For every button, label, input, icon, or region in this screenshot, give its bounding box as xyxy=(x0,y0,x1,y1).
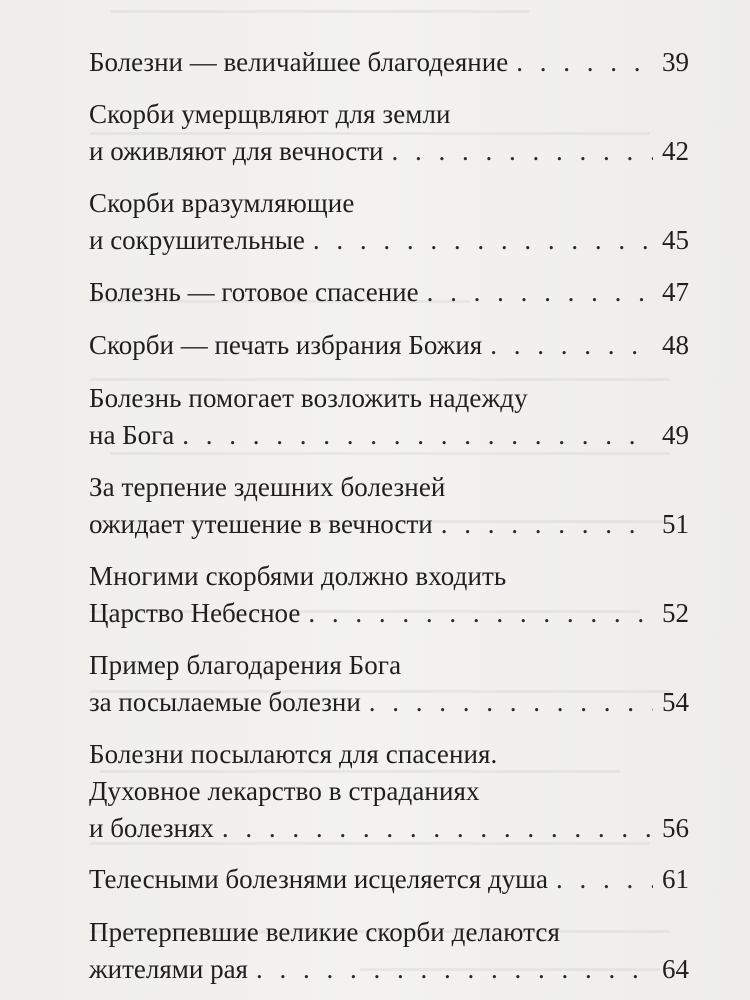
toc-entry-title: Многими скорбями должно входить xyxy=(89,561,507,591)
leader-dots xyxy=(256,951,653,988)
toc-entry-page: 45 xyxy=(662,225,689,255)
toc-entry-last-line xyxy=(89,327,689,364)
toc-entry-last-line xyxy=(89,506,689,543)
toc-entry xyxy=(89,44,689,81)
toc-entry-last-line xyxy=(89,44,689,81)
toc-entry xyxy=(89,380,689,454)
toc-entry-page: 39 xyxy=(662,47,689,77)
toc-entry-page: 54 xyxy=(662,687,689,717)
toc-entry-title: Болезни посылаются для спасения. xyxy=(89,739,498,769)
leader-dots xyxy=(222,810,653,847)
toc-entry-title: Претерпевшие великие скорби делаются xyxy=(89,917,561,947)
toc-entry xyxy=(89,861,689,898)
toc-entry-page: 42 xyxy=(662,136,689,166)
toc-entry-page: 52 xyxy=(662,598,689,628)
toc-entry-page: 49 xyxy=(662,420,689,450)
leader-dots xyxy=(369,684,653,721)
leader-dots xyxy=(392,133,654,170)
toc-entry xyxy=(89,469,689,543)
leader-dots xyxy=(427,274,653,311)
toc-entry-title: Скорби — печать избрания Божия xyxy=(89,330,483,360)
toc-entry-last-line xyxy=(89,417,689,454)
toc-entry-page: 56 xyxy=(662,813,689,843)
toc-entry-title: и оживляют для вечности xyxy=(89,136,384,166)
toc-entry-title: Скорби умерщвляют для земли xyxy=(89,99,451,129)
toc-entry-title: и болезнях xyxy=(89,813,214,843)
toc-entry-title: Болезнь — готовое спасение xyxy=(89,277,419,307)
toc-entry-last-line xyxy=(89,222,689,259)
toc-entry-title: Пример благодарения Бога xyxy=(89,650,402,680)
toc-entry-title: и сокрушительные xyxy=(89,225,305,255)
toc-entry xyxy=(89,327,689,364)
leader-dots xyxy=(441,506,653,543)
toc-entry-title: на Бога xyxy=(89,420,175,450)
leader-dots xyxy=(182,417,653,454)
leader-dots xyxy=(308,595,653,632)
leader-dots xyxy=(516,44,653,81)
leader-dots xyxy=(490,327,653,364)
toc-entry-page: 61 xyxy=(662,864,689,894)
toc-entry-page: 64 xyxy=(662,954,689,984)
toc-entry xyxy=(89,647,689,721)
toc-entry-last-line xyxy=(89,861,689,898)
table-of-contents xyxy=(89,44,689,988)
toc-entry-last-line xyxy=(89,684,689,721)
toc-entry xyxy=(89,736,689,847)
toc-entry-title: жителями рая xyxy=(89,954,248,984)
toc-entry-title: ожидает утешение в вечности xyxy=(89,509,433,539)
toc-entry xyxy=(89,558,689,632)
toc-entry-page: 48 xyxy=(662,330,689,360)
toc-entry-page: 47 xyxy=(662,277,689,307)
toc-entry-title: Телесными болезнями исцеляется душа xyxy=(89,864,548,894)
toc-entry-last-line xyxy=(89,810,689,847)
toc-entry-title: Болезни — величайшее благодеяние xyxy=(89,47,509,77)
toc-entry-page: 51 xyxy=(662,509,689,539)
toc-entry xyxy=(89,185,689,259)
toc-entry-last-line xyxy=(89,133,689,170)
toc-entry-last-line xyxy=(89,595,689,632)
leader-dots xyxy=(313,222,653,259)
toc-entry-title: За терпение здешних болезней xyxy=(89,472,446,502)
toc-entry-last-line xyxy=(89,951,689,988)
toc-entry-title: за посылаемые болезни xyxy=(89,687,361,717)
toc-entry xyxy=(89,274,689,311)
toc-entry-title: Царство Небесное xyxy=(89,598,301,628)
toc-entry-title: Скорби вразумляющие xyxy=(89,188,355,218)
toc-entry-title: Духовное лекарство в страданиях xyxy=(89,776,480,806)
leader-dots xyxy=(556,861,653,898)
toc-entry-last-line xyxy=(89,274,689,311)
toc-entry-title: Болезнь помогает возложить надежду xyxy=(89,383,528,413)
toc-entry xyxy=(89,914,689,988)
toc-entry xyxy=(89,96,689,170)
